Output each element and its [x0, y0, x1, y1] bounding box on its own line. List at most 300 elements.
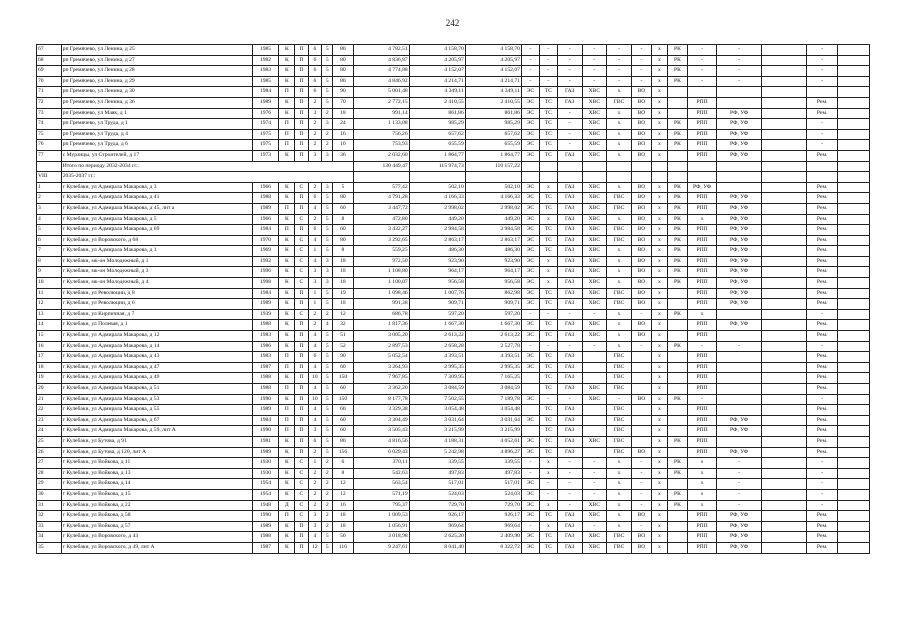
cell-a: 60 — [333, 384, 353, 395]
cell-h5: х — [607, 309, 632, 320]
cell-x — [838, 45, 870, 56]
cell-h6: ВО — [631, 542, 651, 553]
cell-h1: ЭС — [521, 362, 539, 373]
cell-n: 21 — [37, 394, 62, 405]
cell-e: 12 — [308, 542, 321, 553]
cell-x — [838, 426, 870, 437]
cell-h5: ГВС — [607, 426, 632, 437]
cell-v2: 4 152,07 — [409, 66, 465, 77]
cell-h3: ГАЗ — [557, 299, 582, 310]
cell-h1: ЭС — [521, 278, 539, 289]
empty-cell — [806, 161, 837, 172]
cell-e: 10 — [308, 373, 321, 384]
cell-s: 3 — [322, 150, 333, 161]
cell-h2: ТС — [539, 288, 557, 299]
cell-h2: ТС — [539, 246, 557, 257]
cell-h6: ВО — [631, 331, 651, 342]
cell-addr: с Мурзицы, ул Строителей, д 17 — [61, 150, 252, 161]
cell-year: 1986 — [252, 341, 279, 352]
table-row — [37, 66, 870, 77]
cell-h7: х — [652, 267, 668, 278]
cell-h4 — [582, 426, 607, 437]
table-row — [37, 362, 870, 373]
cell-h8 — [667, 511, 687, 522]
cell-h8 — [667, 299, 687, 310]
table-row — [37, 331, 870, 342]
cell-h3: - — [557, 394, 582, 405]
cell-year: 1985 — [252, 76, 279, 87]
cell-h1: ЭС — [521, 108, 539, 119]
cell-s: 2 — [322, 511, 333, 522]
cell-h12: Рем. — [806, 193, 837, 204]
cell-n: 4 — [37, 214, 62, 225]
cell-h5: х — [607, 129, 632, 140]
cell-h6: - — [631, 500, 651, 511]
table-row — [37, 341, 870, 352]
cell-h8 — [667, 405, 687, 416]
cell-h11 — [762, 352, 807, 363]
cell-h3: ГАЗ — [557, 384, 582, 395]
cell-h7: х — [652, 384, 668, 395]
cell-h3: - — [557, 55, 582, 66]
cell-h3: ГАЗ — [557, 511, 582, 522]
cell-x — [838, 108, 870, 119]
cell-h11 — [762, 309, 807, 320]
cell-f: П — [295, 288, 308, 299]
cell-h3: - — [557, 66, 582, 77]
cell-addr: г Кулебаки, ул Адмирала Макарова, д 55 — [61, 405, 252, 416]
cell-h9: х — [687, 468, 716, 479]
cell-h9: РПП — [687, 267, 716, 278]
cell-v2: 497,83 — [409, 468, 465, 479]
cell-h8 — [667, 320, 687, 331]
cell-f: С — [295, 479, 308, 490]
cell-addr: г Кулебаки, ул Войкова, д 13 — [61, 468, 252, 479]
cell-v3: 4 052,61 — [465, 436, 521, 447]
table-row — [37, 532, 870, 543]
cell-h6: ВО — [631, 447, 651, 458]
cell-v3: 4 393,51 — [465, 352, 521, 363]
cell-e: 6 — [308, 225, 321, 236]
cell-year: 1983 — [252, 352, 279, 363]
cell-a: 80 — [333, 235, 353, 246]
cell-year: 1985 — [252, 45, 279, 56]
cell-h12: Рем. — [806, 235, 837, 246]
cell-h7: х — [652, 362, 668, 373]
cell-h8: РК — [667, 45, 687, 56]
cell-h7: х — [652, 97, 668, 108]
cell-s: 5 — [322, 214, 333, 225]
cell-n: 3 — [37, 203, 62, 214]
cell-h2: ТС — [539, 511, 557, 522]
cell-h11 — [762, 256, 807, 267]
cell-n: 18 — [37, 362, 62, 373]
cell-h1: ЭС — [521, 246, 539, 257]
cell-f: П — [295, 362, 308, 373]
cell-h11 — [762, 489, 807, 500]
cell-h12: Рем. — [806, 532, 837, 543]
table-row — [37, 150, 870, 161]
cell-h1: - — [521, 468, 539, 479]
cell-h7: х — [652, 436, 668, 447]
cell-v2: 2 625,20 — [409, 532, 465, 543]
cell-addr: г Кулебаки, ул Адмирала Макарова, д 53 — [61, 394, 252, 405]
housing-register-table — [36, 44, 870, 554]
cell-m: К — [279, 235, 295, 246]
cell-h3: ГАЗ — [557, 436, 582, 447]
cell-h10 — [717, 87, 762, 98]
empty-cell — [687, 172, 716, 183]
cell-x — [838, 489, 870, 500]
cell-h1: ЭС — [521, 436, 539, 447]
empty-cell — [717, 161, 762, 172]
cell-f: С — [295, 256, 308, 267]
cell-h5: ГВС — [607, 415, 632, 426]
cell-h6: - — [631, 45, 651, 56]
cell-h9: РПП — [687, 288, 716, 299]
cell-h3: ГАЗ — [557, 542, 582, 553]
cell-h4: ХВС — [582, 203, 607, 214]
cell-h6: ВО — [631, 394, 651, 405]
cell-x — [838, 373, 870, 384]
cell-h1: ЭС — [521, 97, 539, 108]
cell-h11 — [762, 331, 807, 342]
cell-addr: рп Гремячево, ул Ленина, д 29 — [61, 76, 252, 87]
cell-m: К — [279, 532, 295, 543]
cell-h8 — [667, 532, 687, 543]
cell-x — [838, 500, 870, 511]
cell-v1: 9 247,61 — [353, 542, 409, 553]
cell-m: К — [279, 246, 295, 257]
cell-e: 2 — [308, 500, 321, 511]
cell-h5: ГВС — [607, 203, 632, 214]
cell-v1: 753,93 — [353, 140, 409, 151]
cell-h1: ЭС — [521, 511, 539, 522]
cell-h1: ЭС — [521, 129, 539, 140]
cell-h10: - — [717, 45, 762, 56]
cell-h2: х — [539, 182, 557, 193]
total-label: Итого по периоду 2032-2034 гг.: — [61, 161, 353, 172]
cell-h6: - — [631, 521, 651, 532]
cell-h8: РК — [667, 182, 687, 193]
cell-n: 69 — [37, 66, 62, 77]
cell-h9: - — [687, 394, 716, 405]
cell-h9: РПП — [687, 256, 716, 267]
cell-year: 1998 — [252, 278, 279, 289]
cell-h5: ГВС — [607, 532, 632, 543]
cell-n: 16 — [37, 341, 62, 352]
cell-h7: х — [652, 415, 668, 426]
cell-v2: 4 349,11 — [409, 87, 465, 98]
cell-m: К — [279, 108, 295, 119]
cell-h1: - — [521, 76, 539, 87]
cell-s: 5 — [322, 352, 333, 363]
cell-e: 1 — [308, 299, 321, 310]
cell-h12: - — [806, 66, 837, 77]
cell-h12: - — [806, 309, 837, 320]
cell-h12: Рем. — [806, 511, 837, 522]
cell-h8: РК — [667, 55, 687, 66]
cell-year: 1983 — [252, 331, 279, 342]
cell-addr: г Кулебаки, ул Воровского, д 43 — [61, 532, 252, 543]
cell-h12: Рем. — [806, 97, 837, 108]
cell-v1: 1 056,91 — [353, 521, 409, 532]
cell-h11 — [762, 55, 807, 66]
cell-e: 2 — [308, 320, 321, 331]
cell-v3: 4 152,07 — [465, 66, 521, 77]
cell-h10: РФ, УФ — [717, 150, 762, 161]
cell-h12: - — [806, 45, 837, 56]
cell-h7: х — [652, 278, 668, 289]
cell-h7: х — [652, 542, 668, 553]
cell-s: 5 — [322, 373, 333, 384]
cell-f: П — [295, 415, 308, 426]
cell-h6 — [631, 405, 651, 416]
table-row — [37, 309, 870, 320]
cell-h8: РК — [667, 458, 687, 469]
empty-cell — [521, 172, 539, 183]
cell-h9: РПП — [687, 119, 716, 130]
cell-a: 16 — [333, 140, 353, 151]
cell-f: П — [295, 55, 308, 66]
cell-e: 6 — [308, 76, 321, 87]
cell-s: 2 — [322, 489, 333, 500]
cell-n: 30 — [37, 489, 62, 500]
table-row — [37, 278, 870, 289]
cell-f: П — [295, 45, 308, 56]
cell-h9: х — [687, 309, 716, 320]
cell-h5: ГВС — [607, 436, 632, 447]
cell-h2: - — [539, 479, 557, 490]
cell-h7: х — [652, 45, 668, 56]
cell-year: 1982 — [252, 55, 279, 66]
cell-a: 6 — [333, 458, 353, 469]
cell-m: К — [279, 320, 295, 331]
cell-h6: - — [631, 341, 651, 352]
cell-h2: х — [539, 256, 557, 267]
cell-h8: РК — [667, 66, 687, 77]
cell-addr: рп Гремячево, ул Труда, д 6 — [61, 140, 252, 151]
cell-h3: ГАЗ — [557, 225, 582, 236]
cell-year: 1996 — [252, 267, 279, 278]
cell-h6: ВО — [631, 532, 651, 543]
cell-s: 2 — [322, 479, 333, 490]
cell-h2: х — [539, 458, 557, 469]
cell-h11 — [762, 436, 807, 447]
total-v1: 130 449,47 — [353, 161, 409, 172]
cell-h2: ТС — [539, 108, 557, 119]
cell-h1: ЭС — [521, 299, 539, 310]
cell-h10: РФ, УФ — [717, 320, 762, 331]
cell-h9: РПП — [687, 246, 716, 257]
cell-v3: 4 158,70 — [465, 45, 521, 56]
cell-a: 18 — [333, 278, 353, 289]
cell-h7: х — [652, 76, 668, 87]
cell-v1: 4 816,56 — [353, 436, 409, 447]
cell-h7: х — [652, 182, 668, 193]
cell-h2: ТС — [539, 436, 557, 447]
cell-h4: ХВС — [582, 436, 607, 447]
cell-v1: 3 292,65 — [353, 235, 409, 246]
cell-n: 34 — [37, 532, 62, 543]
empty-cell — [409, 172, 465, 183]
cell-s: 5 — [322, 415, 333, 426]
cell-v3: 655,59 — [465, 140, 521, 151]
cell-h11 — [762, 235, 807, 246]
cell-a: 18 — [333, 521, 353, 532]
cell-v1: 3 329,38 — [353, 405, 409, 416]
cell-e: 2 — [308, 214, 321, 225]
cell-h12: Рем. — [806, 384, 837, 395]
cell-f: П — [295, 119, 308, 130]
cell-a: 18 — [333, 267, 353, 278]
cell-h3: ГАЗ — [557, 214, 582, 225]
empty-cell — [838, 161, 870, 172]
cell-v3: 7 189,78 — [465, 394, 521, 405]
cell-m: К — [279, 288, 295, 299]
cell-v1: 5 052,54 — [353, 352, 409, 363]
cell-h12: Рем. — [806, 320, 837, 331]
total-row — [37, 161, 870, 172]
cell-h8 — [667, 288, 687, 299]
cell-v3: 2 409,90 — [465, 532, 521, 543]
cell-h8: РК — [667, 119, 687, 130]
cell-a: 12 — [333, 309, 353, 320]
cell-m: К — [279, 182, 295, 193]
cell-h8 — [667, 108, 687, 119]
table-row — [37, 436, 870, 447]
cell-h11 — [762, 373, 807, 384]
cell-h10: РФ, УФ — [717, 267, 762, 278]
cell-h2: ТС — [539, 225, 557, 236]
cell-x — [838, 140, 870, 151]
cell-h4: ХВС — [582, 193, 607, 204]
cell-h12: - — [806, 76, 837, 87]
cell-h4: ХВС — [582, 129, 607, 140]
cell-v3: 486,30 — [465, 246, 521, 257]
cell-e: 2 — [308, 489, 321, 500]
table-row — [37, 45, 870, 56]
empty-cell — [631, 161, 651, 172]
cell-addr: г Кулебаки, ул Бутова, д 120, лит А — [61, 447, 252, 458]
cell-s: 2 — [322, 309, 333, 320]
cell-h1: - — [521, 341, 539, 352]
cell-h11 — [762, 458, 807, 469]
cell-h8 — [667, 150, 687, 161]
table-row — [37, 288, 870, 299]
cell-h6: ВО — [631, 235, 651, 246]
cell-h4: ХВС — [582, 235, 607, 246]
cell-h10: - — [717, 76, 762, 87]
empty-cell — [631, 172, 651, 183]
cell-h7: х — [652, 458, 668, 469]
cell-v1: 3 264,93 — [353, 362, 409, 373]
cell-h6: - — [631, 66, 651, 77]
cell-addr: г Кулебаки, ул Войкова, д 15 — [61, 489, 252, 500]
cell-x — [838, 511, 870, 522]
table-row — [37, 458, 870, 469]
cell-h7: х — [652, 66, 668, 77]
cell-h3: ГАЗ — [557, 150, 582, 161]
cell-a: 60 — [333, 405, 353, 416]
cell-h8: РК — [667, 225, 687, 236]
cell-e: 1 — [308, 246, 321, 257]
cell-h10 — [717, 405, 762, 416]
cell-h9: РПП — [687, 426, 716, 437]
cell-h4: ХВС — [582, 225, 607, 236]
cell-h10: РФ, УФ — [717, 246, 762, 257]
cell-m: К — [279, 458, 295, 469]
cell-m: П — [279, 140, 295, 151]
cell-year: 1983 — [252, 66, 279, 77]
cell-n: 77 — [37, 150, 62, 161]
cell-h5: х — [607, 320, 632, 331]
cell-e: 6 — [308, 87, 321, 98]
cell-x — [838, 415, 870, 426]
cell-h2: ТС — [539, 405, 557, 416]
cell-h7: х — [652, 235, 668, 246]
empty-cell — [557, 161, 582, 172]
cell-h8: РК — [667, 468, 687, 479]
cell-v3: 861,86 — [465, 108, 521, 119]
cell-v3: 1 864,77 — [465, 150, 521, 161]
cell-addr: рп Гремячево, ул Труда, д 4 — [61, 129, 252, 140]
cell-h5: х — [607, 140, 632, 151]
cell-x — [838, 384, 870, 395]
cell-n: 2 — [37, 193, 62, 204]
cell-h7: х — [652, 108, 668, 119]
cell-h8 — [667, 447, 687, 458]
cell-h7: х — [652, 119, 668, 130]
cell-year: 1930 — [252, 458, 279, 469]
cell-h2: ТС — [539, 119, 557, 130]
empty-cell — [607, 172, 632, 183]
cell-h12: Рем. — [806, 203, 837, 214]
cell-h7: х — [652, 87, 668, 98]
cell-h3: ГАЗ — [557, 521, 582, 532]
cell-h2: ТС — [539, 542, 557, 553]
cell-h5: - — [607, 45, 632, 56]
cell-h1: ЭС — [521, 182, 539, 193]
cell-h12: - — [806, 129, 837, 140]
cell-h2: х — [539, 521, 557, 532]
cell-h3: ГАЗ — [557, 320, 582, 331]
cell-year: 1984 — [252, 87, 279, 98]
cell-year: 1990 — [252, 394, 279, 405]
cell-m: П — [279, 362, 295, 373]
cell-h2: - — [539, 66, 557, 77]
table-row — [37, 426, 870, 437]
cell-v3: 909,71 — [465, 299, 521, 310]
cell-h9: РПП — [687, 521, 716, 532]
cell-a: 12 — [333, 489, 353, 500]
cell-a: 52 — [333, 341, 353, 352]
cell-x — [838, 182, 870, 193]
cell-h6: ВО — [631, 87, 651, 98]
table-row — [37, 542, 870, 553]
cell-m: К — [279, 256, 295, 267]
cell-m: К — [279, 267, 295, 278]
cell-year: 1988 — [252, 320, 279, 331]
cell-h5: х — [607, 182, 632, 193]
table-row — [37, 405, 870, 416]
cell-year: 1989 — [252, 203, 279, 214]
cell-h12: - — [806, 468, 837, 479]
cell-year: 1984 — [252, 225, 279, 236]
cell-f: П — [295, 532, 308, 543]
cell-h3: ГАЗ — [557, 256, 582, 267]
cell-n: 67 — [37, 45, 62, 56]
